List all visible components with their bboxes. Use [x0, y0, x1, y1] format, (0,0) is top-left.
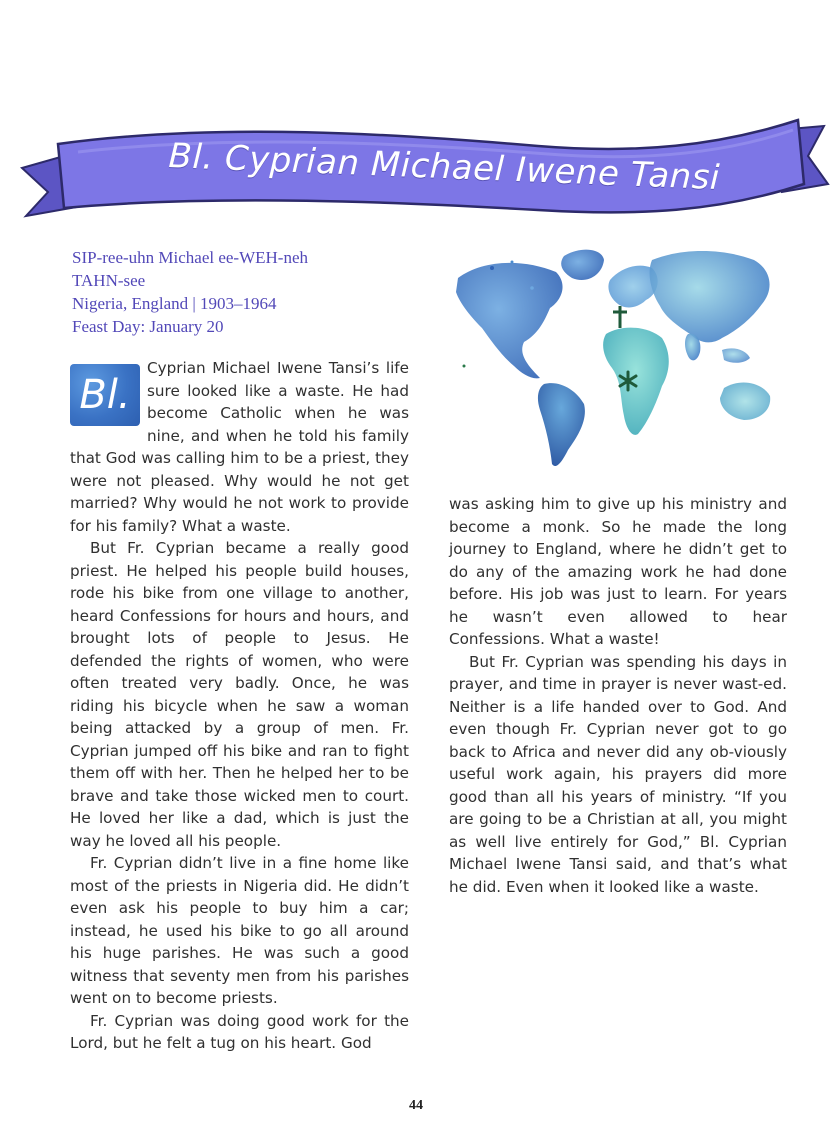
dropcap: Bl. [70, 364, 140, 426]
paragraph-5: was asking him to give up his ministry and become a monk. So he made the long journey to England, where he didn’t get to do any of the amazing work he had done before. His job was just to learn. For years he wasn’t even allowed to hear Confessions. What a waste! [449, 495, 787, 648]
paragraph-6: But Fr. Cyprian was spending his days in prayer, and time in prayer is never wast-ed. Neither is a life handed over to God. And even though Fr. Cyprian never got to go back to Africa and never did any ob-viously useful work again, his prayers did more good than all his years of ministry. “If you are going to be a Christian at all, you might as well live entirely for God,” Bl. Cyprian Michael Iwene Tansi said, and that’s what he did. Even when it looked like a waste. [449, 652, 787, 896]
cross-marker [613, 306, 627, 328]
paragraph-1-text: Cyprian Michael Iwene Tansi’s life sure looked like a waste. He had become Catholic when he was nine, and when he told his family that God was calling him to be a priest, they were not pleased. Why would he not get married? Why would he not work to provide for his family? What a waste. [70, 359, 409, 535]
paragraph-3: Fr. Cyprian didn’t live in a fine home like most of the priests in Nigeria did. He didn’t even ask his people to buy him a car; instead, he used his bike to go all around his huge parishes. He was such a good witness that seventy men from his parishes went on to become priests. [70, 854, 409, 1007]
paragraph-4: Fr. Cyprian was doing good work for the Lord, but he felt a tug on his heart. God [70, 1011, 409, 1052]
saint-meta [72, 246, 412, 338]
pronunciation-line-2: TAHN-see [72, 271, 146, 290]
feast-day: Feast Day: January 20 [72, 317, 224, 336]
places-years: Nigeria, England | 1903–1964 [72, 294, 277, 313]
body-column-left [70, 357, 409, 1055]
page-title: Bl. Cyprian Michael Iwene Tansi [167, 136, 721, 199]
page-number: 44 [409, 1098, 423, 1113]
title-banner [18, 112, 830, 224]
world-map-svg [452, 238, 778, 474]
paragraph-1 [70, 357, 409, 537]
paragraph-2: But Fr. Cyprian became a really good priest. He helped his people build houses, rode his bike from one village to another, heard Confessions for hours and hours, and brought lots of people to Jesus. He defended the rights of women, who were often treated very badly. Once, he was riding his bicycle when he saw a woman being attacked by a group of men. Fr. Cyprian jumped off his bike and ran to fight them off with her. Then he helped her to be brave and take those wicked men to court. He loved her like a dad, which is just the way he loved all his people. [70, 539, 409, 850]
pronunciation-line-1: SIP-ree-uhn Michael ee-WEH-neh [72, 248, 309, 267]
world-map-image [452, 238, 778, 474]
body-column-right [449, 493, 787, 898]
